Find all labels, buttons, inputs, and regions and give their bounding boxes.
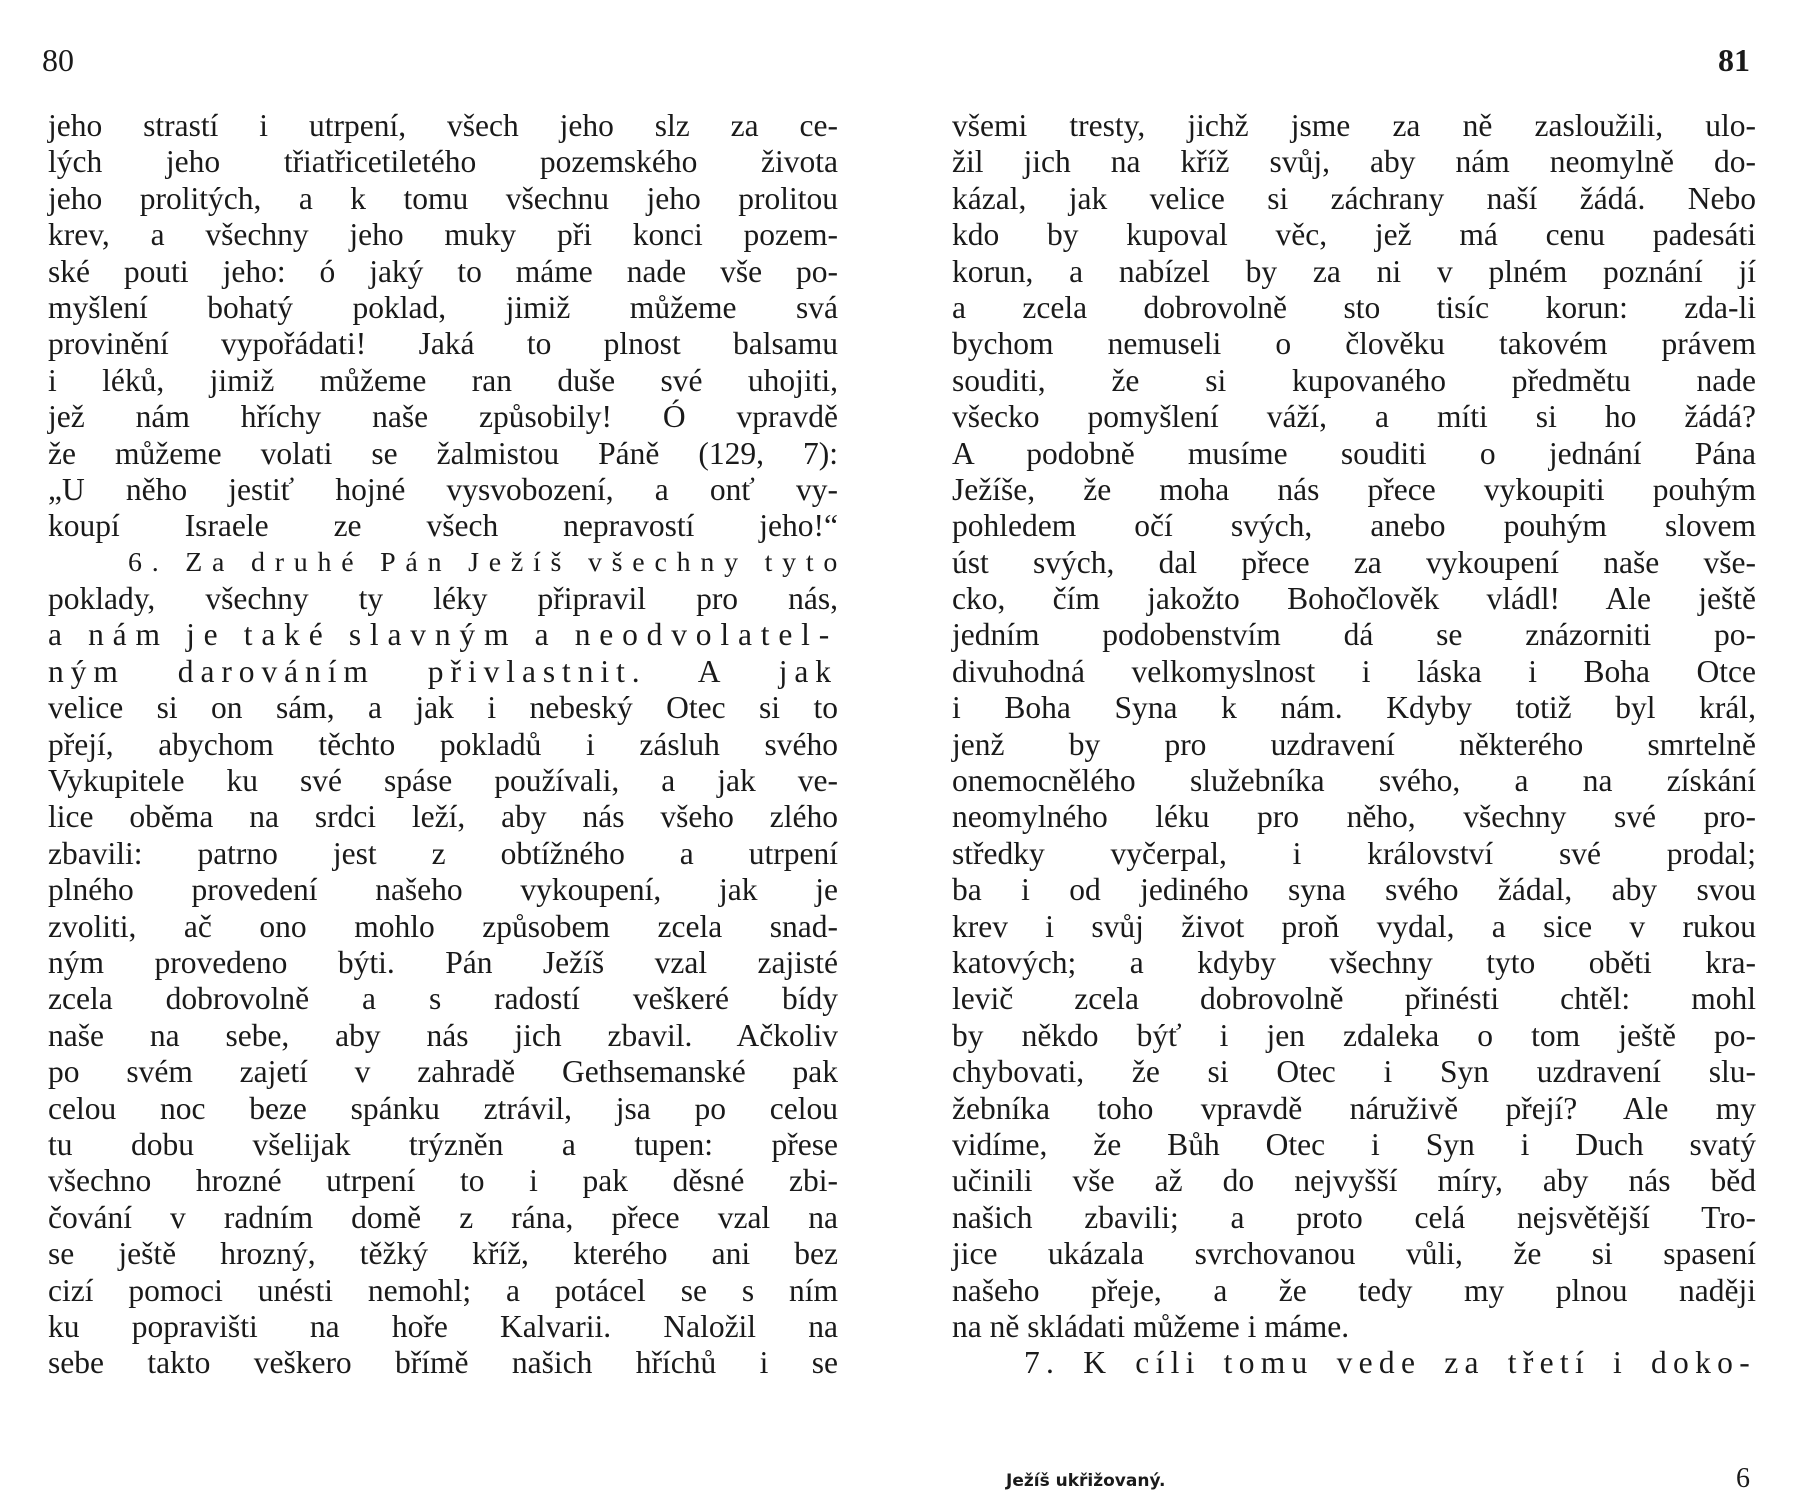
text-line: kázal, jak velice si záchrany naší žádá. Nebo xyxy=(952,180,1756,216)
text-line: plného provedení našeho vykoupení, jak je xyxy=(48,872,838,908)
text-line: přejí, abychom těchto pokladů i zásluh svého xyxy=(48,726,838,762)
text-line: Ježíše, že moha nás přece vykoupiti pouhým xyxy=(952,471,1756,507)
text-line: lých jeho třiatřicetiletého pozemského života xyxy=(48,144,838,180)
text-line: cko, čím jakožto Bohočlověk vládl! Ale ještě xyxy=(952,581,1756,617)
text-line: lice oběma na srdci leží, aby nás všeho zlého xyxy=(48,799,838,835)
text-line: koupí Israele ze všech nepravostí jeho!“ xyxy=(48,508,838,544)
text-line: myšlení bohatý poklad, jimiž můžeme svá xyxy=(48,289,838,325)
text-line: cizí pomoci unésti nemohl; a potácel se s ním xyxy=(48,1272,838,1308)
text-line: všecko pomyšlení váží, a míti si ho žádá? xyxy=(952,399,1756,435)
text-line: „U něho jestiť hojné vysvobození, a onť vy- xyxy=(48,471,838,507)
text-line: i léků, jimiž můžeme ran duše své uhojiti, xyxy=(48,362,838,398)
text-line: jice ukázala svrchovanou vůli, že si spasení xyxy=(952,1236,1756,1272)
text-line: všemi tresty, jichž jsme za ně zasloužili, ulo- xyxy=(952,108,1756,143)
text-line: našeho přeje, a že tedy my plnou naději xyxy=(952,1272,1756,1308)
text-line: krev i svůj život proň vydal, a sice v rukou xyxy=(952,908,1756,944)
text-line: po svém zajetí v zahradě Gethsemanské pak xyxy=(48,1054,838,1090)
text-line: jedním podobenstvím dá se znázorniti po- xyxy=(952,617,1756,653)
text-line: vidíme, že Bůh Otec i Syn i Duch svatý xyxy=(952,1126,1756,1162)
text-line: 7. K cíli tomu vede za třetí i doko- xyxy=(1024,1345,1756,1381)
text-line: jeho prolitých, a k tomu všechnu jeho prolitou xyxy=(48,180,838,216)
text-line: i Boha Syna k nám. Kdyby totiž byl král, xyxy=(952,690,1756,726)
text-line: že můžeme volati se žalmistou Páně (129, 7): xyxy=(48,435,838,471)
text-line: krev, a všechny jeho muky při konci pozem- xyxy=(48,217,838,253)
text-line: poklady, všechny ty léky připravil pro nás, xyxy=(48,581,838,617)
text-line: levič zcela dobrovolně přinésti chtěl: mohl xyxy=(952,981,1756,1017)
right-page-number: 81 xyxy=(1718,42,1750,78)
text-line: kdo by kupoval věc, jež má cenu padesáti xyxy=(952,217,1756,253)
text-line: a nám je také slavným a neodvolatel- xyxy=(48,617,838,653)
text-line: našich zbavili; a proto celá nejsvětější Tro- xyxy=(952,1199,1756,1235)
text-line: by někdo býť i jen zdaleka o tom ještě po- xyxy=(952,1017,1756,1053)
text-line: korun, a nabízel by za ni v plném poznání jí xyxy=(952,253,1756,289)
text-line: bychom nemuseli o člověku takovém právem xyxy=(952,326,1756,362)
text-line: učinili vše až do nejvyšší míry, aby nás běd xyxy=(952,1163,1756,1199)
right-page-text xyxy=(952,108,1756,1382)
text-line: úst svých, dal přece za vykoupení naše vše- xyxy=(952,544,1756,580)
text-line: pohledem očí svých, anebo pouhým slovem xyxy=(952,508,1756,544)
text-line: ným darováním přivlastnit. A jak xyxy=(48,653,838,689)
left-page-number: 80 xyxy=(42,42,74,78)
footer-running-title: Ježíš ukřižovaný. xyxy=(1006,1471,1166,1491)
text-line: jenž by pro uzdravení některého smrtelně xyxy=(952,726,1756,762)
text-line: sebe takto veškero břímě našich hříchů i se xyxy=(48,1345,838,1381)
text-line: katových; a kdyby všechny tyto oběti kra- xyxy=(952,944,1756,980)
text-line: provinění vypořádati! Jaká to plnost balsamu xyxy=(48,326,838,362)
text-line: zcela dobrovolně a s radostí veškeré bídy xyxy=(48,981,838,1017)
text-line: žebníka toho vpravdě náruživě přejí? Ale my xyxy=(952,1090,1756,1126)
text-line: a zcela dobrovolně sto tisíc korun: zda-li xyxy=(952,289,1756,325)
text-line: 6. Za druhé Pán Ježíš všechny tyto xyxy=(128,546,848,578)
left-page-text xyxy=(48,108,848,1382)
text-line: zvoliti, ač ono mohlo způsobem zcela snad- xyxy=(48,908,838,944)
text-line: souditi, že si kupovaného předmětu nade xyxy=(952,362,1756,398)
text-line: ným provedeno býti. Pán Ježíš vzal zajisté xyxy=(48,944,838,980)
text-line: onemocnělého služebníka svého, a na získání xyxy=(952,763,1756,799)
text-line: žil jich na kříž svůj, aby nám neomylně do- xyxy=(952,144,1756,180)
text-line: čování v radním domě z rána, přece vzal na xyxy=(48,1199,838,1235)
text-line: všechno hrozné utrpení to i pak děsné zbi- xyxy=(48,1163,838,1199)
text-line: naše na sebe, aby nás jich zbavil. Ačkoliv xyxy=(48,1017,838,1053)
text-line: divuhodná velkomyslnost i láska i Boha Otce xyxy=(952,653,1756,689)
text-line: ku popravišti na hoře Kalvarii. Naložil na xyxy=(48,1308,838,1344)
text-line: celou noc beze spánku ztrávil, jsa po celou xyxy=(48,1090,838,1126)
text-line: A podobně musíme souditi o jednání Pána xyxy=(952,435,1756,471)
text-line: jež nám hříchy naše způsobily! Ó vpravdě xyxy=(48,399,838,435)
signature-mark: 6 xyxy=(1736,1463,1750,1494)
text-line: chybovati, že si Otec i Syn uzdravení slu- xyxy=(952,1054,1756,1090)
text-line: ba i od jediného syna svého žádal, aby svou xyxy=(952,872,1756,908)
text-line: ské pouti jeho: ó jaký to máme nade vše po- xyxy=(48,253,838,289)
text-line: středky vyčerpal, i království své prodal; xyxy=(952,835,1756,871)
text-line: neomylného léku pro něho, všechny své pro- xyxy=(952,799,1756,835)
text-line: jeho strastí i utrpení, všech jeho slz za ce- xyxy=(48,108,838,143)
text-line: na ně skládati můžeme i máme. xyxy=(952,1308,1350,1344)
text-line: velice si on sám, a jak i nebeský Otec si to xyxy=(48,690,838,726)
text-line: zbavili: patrno jest z obtížného a utrpení xyxy=(48,835,838,871)
text-line: se ještě hrozný, těžký kříž, kterého ani bez xyxy=(48,1236,838,1272)
text-line: tu dobu všelijak trýzněn a tupen: přese xyxy=(48,1126,838,1162)
text-line: Vykupitele ku své spáse používali, a jak ve- xyxy=(48,763,838,799)
